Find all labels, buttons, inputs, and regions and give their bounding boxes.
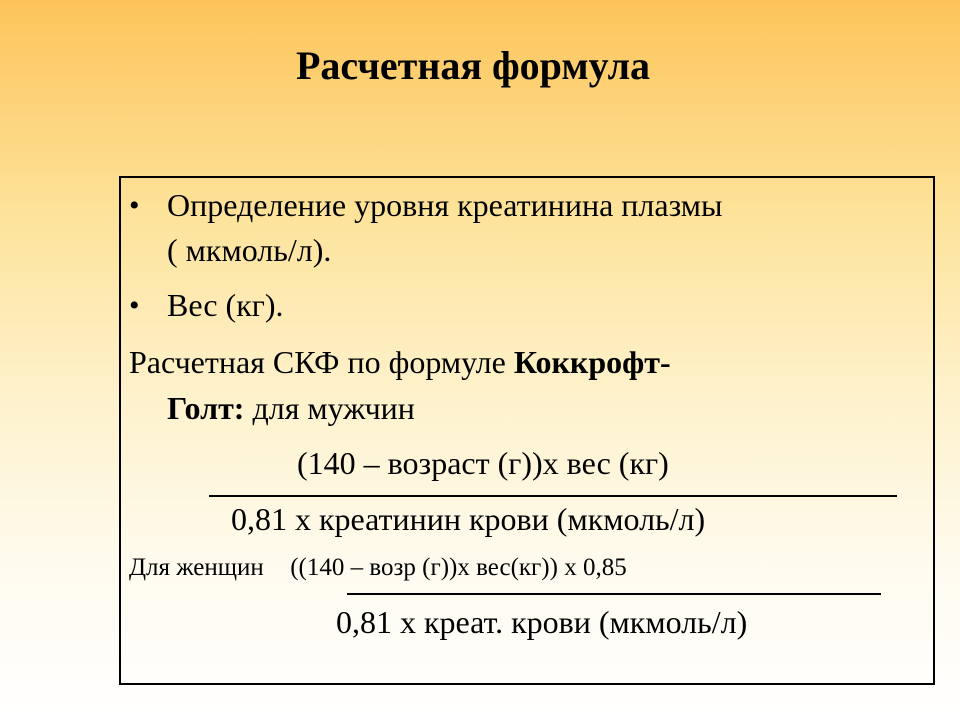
for-men-label: для мужчин [244, 390, 415, 426]
men-formula-denominator: 0,81 х креатинин крови (мкмоль/л) [231, 501, 706, 537]
content-box [119, 176, 935, 685]
bullet-dot-icon: • [129, 189, 140, 222]
cockcroft-intro: Расчетная СКФ по формуле [129, 344, 514, 380]
women-formula-line [129, 551, 627, 585]
men-formula-numerator: (140 – возраст (г))х вес (кг) [297, 445, 669, 481]
cockcroft-intro-line [129, 341, 671, 384]
cockcroft-name-part1: Коккрофт- [513, 344, 671, 380]
women-formula-numerator: ((140 – возр (г))х вес(кг)) х 0,85 [290, 554, 627, 581]
men-fraction-line [209, 495, 897, 497]
women-fraction-line [347, 593, 881, 595]
bullet-text-line1: Определение уровня креатинина плазмы [167, 187, 723, 223]
women-label: Для женщин [129, 554, 264, 581]
bullet-text-line2: ( мкмоль/л). [167, 232, 332, 268]
women-formula-denominator: 0,81 х креат. крови (мкмоль/л) [336, 604, 748, 640]
bullet-dot-icon: • [129, 289, 140, 322]
slide-title: Расчетная формула [295, 43, 651, 88]
cockcroft-name-part2: Голт: [167, 390, 245, 426]
bullet-text: Вес (кг). [167, 287, 284, 323]
cockcroft-name-line [167, 387, 415, 430]
